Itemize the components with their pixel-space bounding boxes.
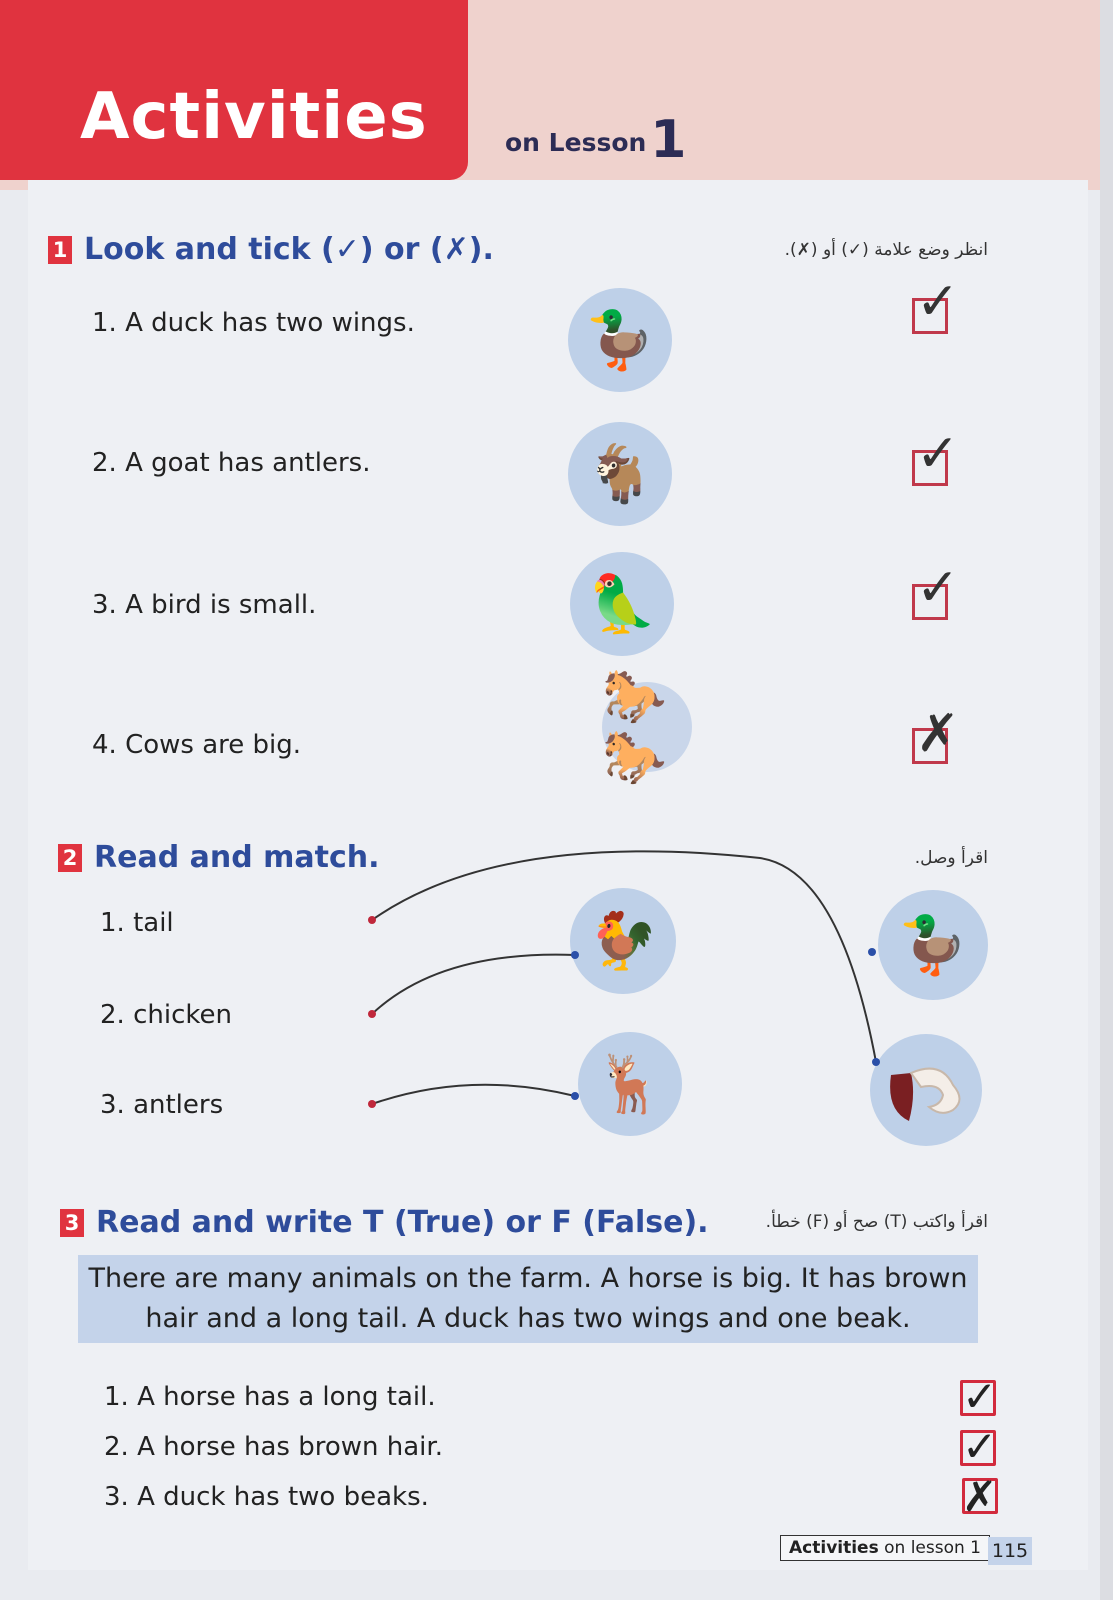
s1-tick-mark-2: ✓ bbox=[916, 424, 960, 484]
match-line-antlers bbox=[372, 1085, 575, 1104]
s3-answer-mark-1: ✓ bbox=[962, 1372, 998, 1421]
duck-icon: 🦆 bbox=[568, 288, 672, 392]
goat-icon: 🐐 bbox=[568, 422, 672, 526]
section1-arabic: انظر وضع علامة (✓) أو (✗). bbox=[784, 240, 988, 260]
s1-item-4: 4. Cows are big. bbox=[92, 730, 302, 760]
section1-number: 1 bbox=[48, 236, 72, 264]
section2-instruction: Read and match. bbox=[94, 840, 380, 875]
s3-answer-mark-3: ✗ bbox=[962, 1472, 998, 1521]
section3-instruction: Read and write T (True) or F (False). bbox=[96, 1205, 709, 1240]
s3-item-1: 1. A horse has a long tail. bbox=[104, 1382, 436, 1412]
s3-answer-mark-2: ✓ bbox=[962, 1422, 998, 1471]
reading-passage: There are many animals on the farm. A horse is big. It has brown hair and a long tail. A duck has two wings and one beak. bbox=[78, 1255, 978, 1343]
footer-label bbox=[780, 1535, 990, 1561]
s1-tick-mark-4: ✗ bbox=[916, 704, 960, 764]
s1-item-1: 1. A duck has two wings. bbox=[92, 308, 415, 338]
dot-duck bbox=[868, 948, 876, 956]
s2-duck-icon: 🦆 bbox=[878, 890, 988, 1000]
match-line-tail bbox=[372, 851, 876, 1062]
page-number: 115 bbox=[988, 1537, 1032, 1565]
subtitle-text: on Lesson bbox=[505, 128, 647, 157]
footer-label-bold: Activities bbox=[789, 1538, 879, 1558]
s2-word-3: 3. antlers bbox=[100, 1090, 224, 1120]
dot-word-1 bbox=[368, 916, 376, 924]
s3-item-3: 3. A duck has two beaks. bbox=[104, 1482, 429, 1512]
dot-word-2 bbox=[368, 1010, 376, 1018]
section2-number: 2 bbox=[58, 844, 82, 872]
s1-item-2: 2. A goat has antlers. bbox=[92, 448, 371, 478]
s2-word-1: 1. tail bbox=[100, 908, 174, 938]
s3-item-2: 2. A horse has brown hair. bbox=[104, 1432, 443, 1462]
dot-antlers bbox=[571, 1092, 579, 1100]
section2-arabic: اقرأ وصل. bbox=[914, 848, 988, 868]
antlers-icon: 🦌 bbox=[578, 1032, 682, 1136]
section1-instruction: Look and tick (✓) or (✗). bbox=[84, 232, 494, 267]
match-line-chicken bbox=[372, 955, 575, 1014]
s1-tick-mark-1: ✓ bbox=[916, 272, 960, 332]
chicken-icon: 🐓 bbox=[570, 888, 676, 994]
s1-item-3: 3. A bird is small. bbox=[92, 590, 317, 620]
dot-word-3 bbox=[368, 1100, 376, 1108]
section3-heading bbox=[60, 1205, 709, 1240]
page-title: Activities bbox=[80, 80, 428, 154]
footer-label-rest: on lesson 1 bbox=[884, 1538, 981, 1558]
dot-chicken bbox=[571, 951, 579, 959]
section3-number: 3 bbox=[60, 1209, 84, 1237]
section3-arabic: اقرأ واكتب (T) صح أو (F) خطأ. bbox=[765, 1212, 988, 1232]
s2-word-2: 2. chicken bbox=[100, 1000, 232, 1030]
horses-icon: 🐎🐎 bbox=[602, 682, 692, 772]
lesson-number: 1 bbox=[650, 110, 687, 170]
dot-tail bbox=[872, 1058, 880, 1066]
parrot-icon: 🦜 bbox=[570, 552, 674, 656]
s1-tick-mark-3: ✓ bbox=[916, 558, 960, 618]
